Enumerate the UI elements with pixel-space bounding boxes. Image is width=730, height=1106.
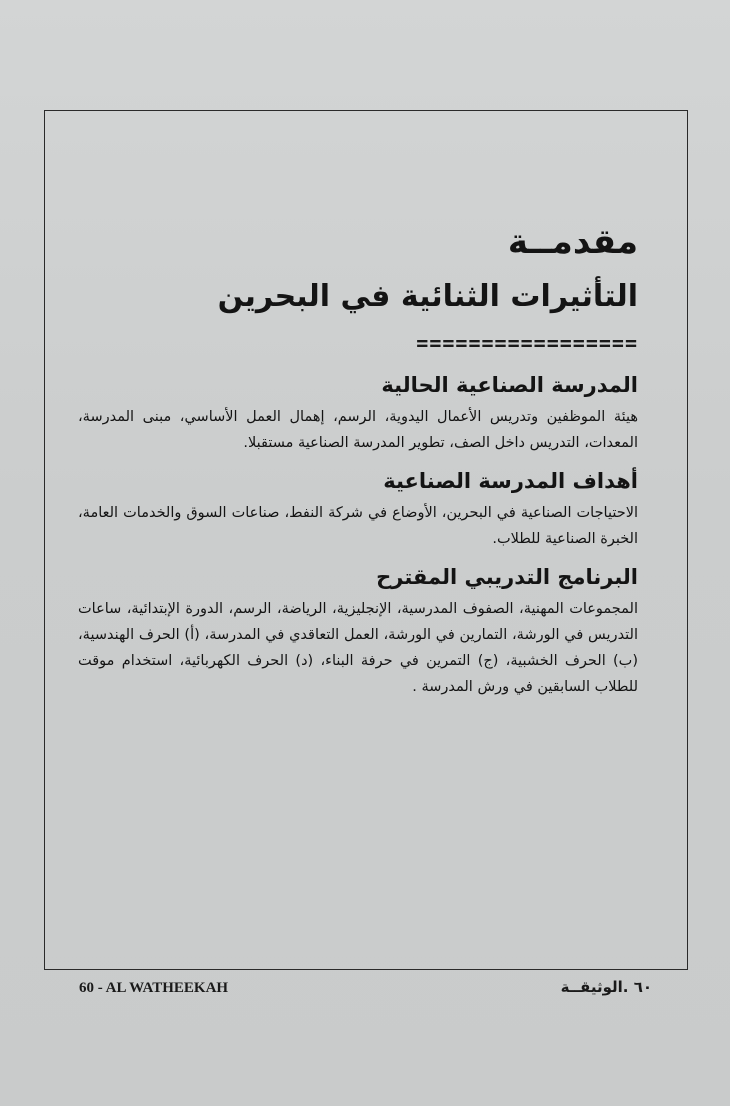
section-text: هيئة الموظفين وتدريس الأعمال اليدوية، الرسم، إهمال العمل الأساسي، مبنى المدرسة، المعدات، التدريس داخل الصف، تطوير المدرسة الصناعية مستقبلا. (78, 409, 638, 451)
article-title: التأثيرات الثنائية في البحرين (217, 279, 638, 314)
section-text: الاحتياجات الصناعية في البحرين، الأوضاع في شركة النفط، صناعات السوق والخدمات العامة، الخبرة الصناعية للطلاب. (78, 505, 638, 547)
footer-page-label-latin: 60 - AL WATHEEKAH (79, 980, 229, 996)
footer-page-label-arabic: ٦٠ .الوثيقــة (560, 978, 652, 996)
section-heading: البرنامج التدريبي المقترح (376, 565, 638, 589)
section-school-goals (78, 462, 638, 552)
section-heading: أهداف المدرسة الصناعية (383, 469, 638, 493)
section-current-school (78, 366, 638, 456)
article-content (78, 214, 638, 706)
section-text: المجموعات المهنية، الصفوف المدرسية، الإنجليزية، الرياضة، الرسم، الدورة الإبتدائية، ساعات التدريس في الورشة، التمارين في الورشة، العمل التعاقدي في المدرسة، (أ) الحرف الهندسية، (ب) الحرف الخشبية، (ج) التمرين في حرفة البناء، (د) الحرف الكهربائية، استخدام موقت للطلاب السابقين في ورش المدرسة . (78, 601, 638, 695)
section-training-program (78, 558, 638, 700)
section-heading: المدرسة الصناعية الحالية (381, 373, 638, 397)
title-divider: ================= (416, 331, 638, 355)
intro-heading: مقدمــة (507, 222, 638, 262)
